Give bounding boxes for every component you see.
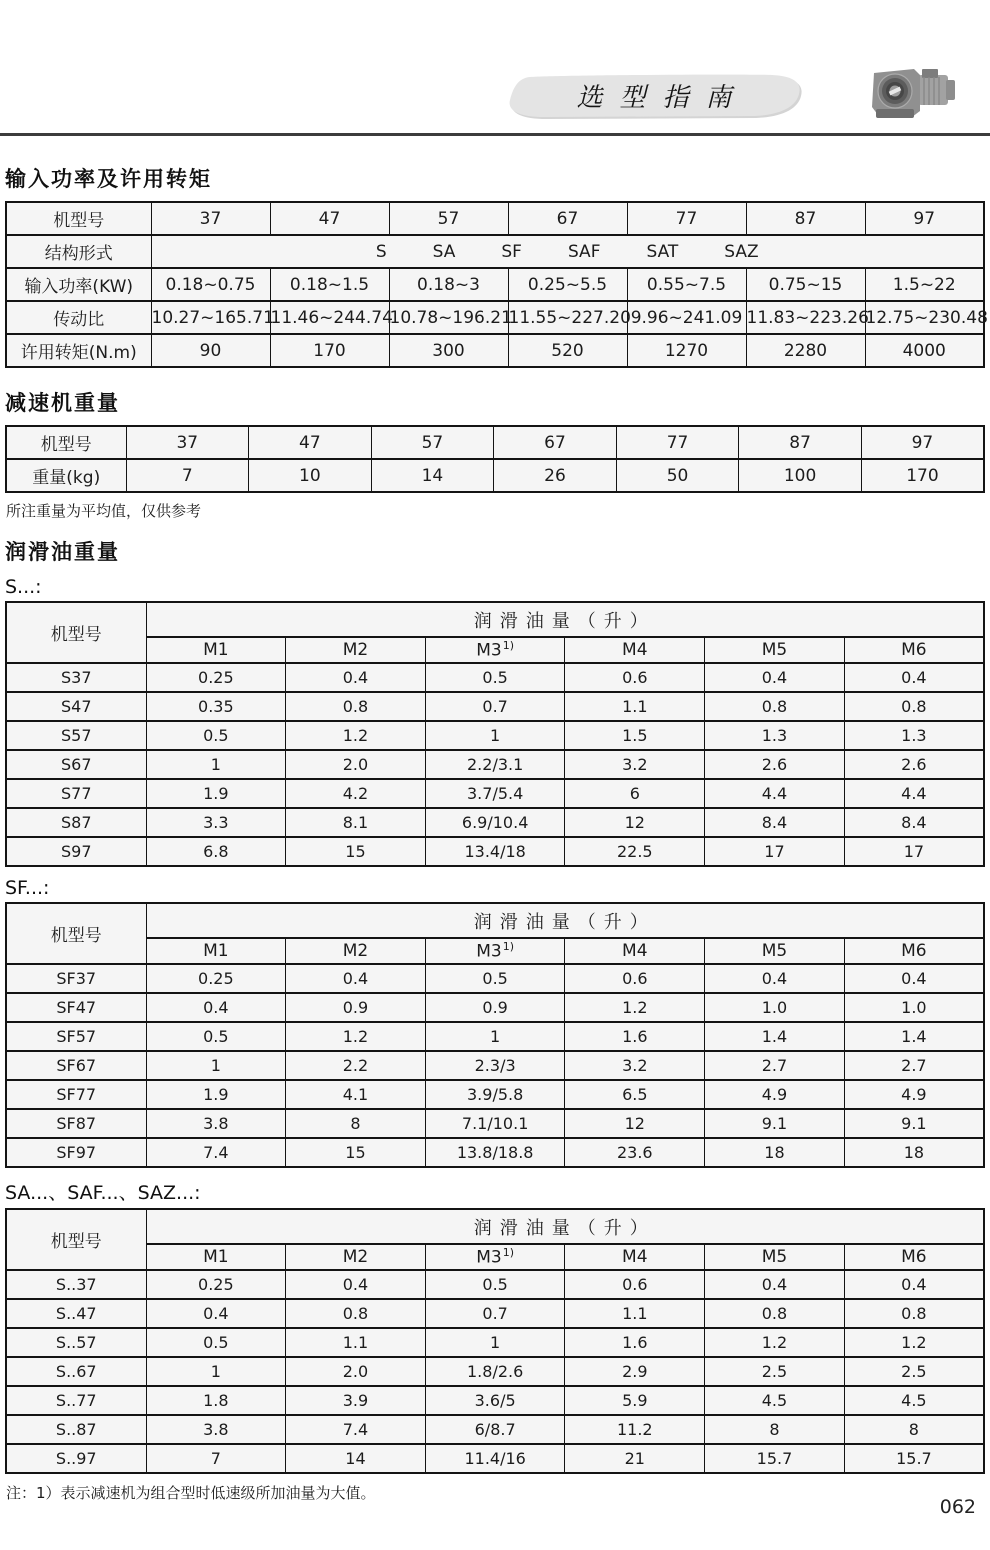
value-cell: 8.4 [705,808,845,837]
value-cell: 2.0 [286,750,426,779]
page-footnote: 注：1）表示减速机为组合型时低速级所加油量为大值。 [6,1484,376,1502]
value-cell: 22.5 [565,837,705,866]
value-cell: 0.7 [425,1299,565,1328]
value-cell: 1 [146,1357,286,1386]
value-cell: 0.8 [286,692,426,721]
structure-form: SAF [567,241,601,262]
value-cell: 1.1 [565,692,705,721]
footnote-marker: 1) [502,1246,515,1260]
value-cell: 1.6 [565,1328,705,1357]
value-cell: 1.6 [565,1022,705,1051]
model-row [6,426,984,459]
structure-forms-cell [151,235,984,268]
m-header-row [6,938,984,964]
value-cell: 300 [389,334,508,367]
model-cell: S87 [6,808,146,837]
model-cell: S..57 [6,1328,146,1357]
value-cell: 1.1 [565,1299,705,1328]
col-header-m5: M5 [705,1244,845,1270]
col-header-m1: M1 [146,1244,286,1270]
value-cell: 10 [249,459,372,492]
value-cell: 0.5 [146,721,286,750]
value-cell: 7 [126,459,249,492]
value-cell: 0.18~0.75 [151,268,270,301]
value-cell: 2.0 [286,1357,426,1386]
oil-data-row [6,1022,984,1051]
value-cell: 170 [861,459,984,492]
col-header-m5: M5 [705,938,845,964]
value-cell: 11.55~227.20 [508,301,627,334]
value-cell: 50 [616,459,739,492]
oil-data-row [6,663,984,692]
value-cell: 3.3 [146,808,286,837]
value-cell: 4.9 [844,1080,984,1109]
structure-form: SAZ [724,241,759,262]
value-cell: 17 [844,837,984,866]
value-cell: 0.7 [425,692,565,721]
model-cell: SF97 [6,1138,146,1167]
value-cell: 5.9 [565,1386,705,1415]
model-cell: 77 [616,426,739,459]
value-cell: 0.4 [844,663,984,692]
oil-data-row [6,750,984,779]
value-cell: 11.46~244.74 [270,301,389,334]
value-cell: 0.8 [705,692,845,721]
model-header: 机型号 [6,1209,146,1270]
lubricant-table-sa [5,1208,985,1474]
value-cell: 14 [286,1444,426,1473]
oil-data-row [6,1328,984,1357]
oil-data-row [6,1386,984,1415]
value-cell: 4000 [865,334,984,367]
model-cell: S37 [6,663,146,692]
value-cell: 2.2/3.1 [425,750,565,779]
value-cell: 0.5 [425,1270,565,1299]
value-cell: 7.4 [146,1138,286,1167]
model-cell: 87 [746,202,865,235]
row-label-structure: 结构形式 [6,235,151,268]
value-cell: 4.5 [844,1386,984,1415]
value-cell: 13.4/18 [425,837,565,866]
col-header-m2: M2 [286,637,426,663]
value-cell: 2.5 [705,1357,845,1386]
value-cell: 14 [371,459,494,492]
value-cell: 3.9/5.8 [425,1080,565,1109]
value-cell: 1.4 [705,1022,845,1051]
value-cell: 2.7 [844,1051,984,1080]
model-cell: SF77 [6,1080,146,1109]
value-cell: 0.5 [146,1022,286,1051]
m-header-row [6,1244,984,1270]
value-cell: 1.9 [146,1080,286,1109]
model-cell: SF67 [6,1051,146,1080]
section-title-power-torque: 输入功率及许用转矩 [5,167,212,191]
oil-data-row [6,721,984,750]
structure-form: SA [432,241,456,262]
value-cell: 3.8 [146,1109,286,1138]
model-cell: S77 [6,779,146,808]
col-header-m4: M4 [565,637,705,663]
value-cell: 1.8/2.6 [425,1357,565,1386]
model-header: 机型号 [6,903,146,964]
section-title-weight: 减速机重量 [5,391,120,415]
value-cell: 12 [565,1109,705,1138]
model-cell: 37 [126,426,249,459]
footnote-marker: 1) [502,639,515,653]
value-cell: 1.5 [565,721,705,750]
col-header-m3 [425,1244,565,1270]
value-cell: 3.9 [286,1386,426,1415]
value-cell: 0.6 [565,964,705,993]
model-cell: S..87 [6,1415,146,1444]
value-cell: 1.2 [286,1022,426,1051]
oil-data-row [6,1109,984,1138]
structure-form: SF [501,241,522,262]
value-cell: 6 [565,779,705,808]
value-cell: 0.75~15 [746,268,865,301]
value-cell: 4.9 [705,1080,845,1109]
header-divider [0,133,990,136]
col-header-m3 [425,938,565,964]
value-cell: 1.4 [844,1022,984,1051]
model-cell: 67 [508,202,627,235]
table-label-sf: SF...: [5,877,50,899]
value-cell: 1.0 [844,993,984,1022]
value-cell: 15 [286,1138,426,1167]
oil-quantity-header: 润滑油量（升） [146,1209,984,1244]
col-header-m1: M1 [146,637,286,663]
value-cell: 0.6 [565,1270,705,1299]
col-header-m6: M6 [844,637,984,663]
value-cell: 0.18~3 [389,268,508,301]
value-cell: 4.1 [286,1080,426,1109]
value-cell: 4.2 [286,779,426,808]
model-cell: S97 [6,837,146,866]
value-cell: 26 [494,459,617,492]
model-cell: S67 [6,750,146,779]
oil-data-row [6,1270,984,1299]
model-cell: S..67 [6,1357,146,1386]
value-cell: 23.6 [565,1138,705,1167]
weight-row [6,459,984,492]
oil-data-row [6,779,984,808]
value-cell: 0.25 [146,663,286,692]
value-cell: 7.1/10.1 [425,1109,565,1138]
value-cell: 0.4 [705,663,845,692]
value-cell: 21 [565,1444,705,1473]
value-cell: 6.9/10.4 [425,808,565,837]
footnote-marker: 1) [502,940,515,954]
value-cell: 11.4/16 [425,1444,565,1473]
value-cell: 12.75~230.48 [865,301,984,334]
lubricant-table-s [5,601,985,867]
value-cell: 1.1 [286,1328,426,1357]
model-cell: S57 [6,721,146,750]
value-cell: 0.9 [286,993,426,1022]
torque-row [6,334,984,367]
value-cell: 0.4 [286,964,426,993]
value-cell: 15 [286,837,426,866]
weight-note: 所注重量为平均值，仅供参考 [6,502,202,520]
model-cell: 97 [861,426,984,459]
value-cell: 1.9 [146,779,286,808]
value-cell: 10.27~165.71 [151,301,270,334]
value-cell: 0.4 [705,964,845,993]
value-cell: 4.5 [705,1386,845,1415]
col-header-m4: M4 [565,938,705,964]
model-cell: 57 [389,202,508,235]
value-cell: 1.2 [705,1328,845,1357]
page-header [0,0,990,138]
value-cell: 0.55~7.5 [627,268,746,301]
value-cell: 8 [844,1415,984,1444]
weight-table [5,425,985,493]
model-cell: 97 [865,202,984,235]
value-cell: 1 [146,1051,286,1080]
value-cell: 520 [508,334,627,367]
model-row [6,202,984,235]
oil-data-row [6,993,984,1022]
value-cell: 0.6 [565,663,705,692]
value-cell: 0.25 [146,964,286,993]
value-cell: 6/8.7 [425,1415,565,1444]
col-header-m2: M2 [286,938,426,964]
value-cell: 0.4 [146,1299,286,1328]
row-label-weight: 重量(kg) [6,459,126,492]
lubricant-table-sf [5,902,985,1168]
oil-data-row [6,808,984,837]
group-header-row [6,602,984,637]
col-header-m4: M4 [565,1244,705,1270]
oil-data-row [6,1415,984,1444]
model-cell: 47 [270,202,389,235]
m-header-row [6,637,984,663]
value-cell: 9.1 [844,1109,984,1138]
value-cell: 1.8 [146,1386,286,1415]
value-cell: 1.2 [565,993,705,1022]
value-cell: 1 [425,721,565,750]
value-cell: 2.6 [844,750,984,779]
model-cell: 77 [627,202,746,235]
model-cell: 57 [371,426,494,459]
oil-data-row [6,1051,984,1080]
value-cell: 13.8/18.8 [425,1138,565,1167]
oil-data-row [6,837,984,866]
input-power-row [6,268,984,301]
value-cell: 0.8 [844,1299,984,1328]
value-cell: 0.8 [844,692,984,721]
value-cell: 1.3 [844,721,984,750]
value-cell: 8.4 [844,808,984,837]
value-cell: 100 [739,459,862,492]
row-label-model: 机型号 [6,426,126,459]
value-cell: 0.35 [146,692,286,721]
model-cell: 67 [494,426,617,459]
page-title: 选型指南 [576,82,749,113]
oil-quantity-header: 润滑油量（升） [146,602,984,637]
col-header-m3-label: M3 [476,941,502,962]
value-cell: 1.3 [705,721,845,750]
model-cell: S47 [6,692,146,721]
value-cell: 2.3/3 [425,1051,565,1080]
row-label-ratio: 传动比 [6,301,151,334]
value-cell: 0.4 [844,964,984,993]
value-cell: 1 [146,750,286,779]
oil-data-row [6,692,984,721]
table-label-s: S...: [5,576,42,598]
value-cell: 4.4 [705,779,845,808]
value-cell: 2280 [746,334,865,367]
value-cell: 2.9 [565,1357,705,1386]
col-header-m1: M1 [146,938,286,964]
value-cell: 4.4 [844,779,984,808]
value-cell: 0.8 [705,1299,845,1328]
value-cell: 0.8 [286,1299,426,1328]
value-cell: 2.5 [844,1357,984,1386]
value-cell: 2.6 [705,750,845,779]
value-cell: 0.5 [425,663,565,692]
power-torque-table [5,201,988,368]
value-cell: 9.96~241.09 [627,301,746,334]
col-header-m6: M6 [844,938,984,964]
oil-data-row [6,1444,984,1473]
group-header-row [6,903,984,938]
table-label-sa: SA...、SAF...、SAZ...: [5,1182,201,1204]
value-cell: 3.8 [146,1415,286,1444]
value-cell: 8 [705,1415,845,1444]
col-header-m5: M5 [705,637,845,663]
row-label-torque: 许用转矩(N.m) [6,334,151,367]
row-label-model: 机型号 [6,202,151,235]
value-cell: 1 [425,1022,565,1051]
group-header-row [6,1209,984,1244]
col-header-m6: M6 [844,1244,984,1270]
model-cell: SF37 [6,964,146,993]
value-cell: 1.2 [844,1328,984,1357]
oil-quantity-header: 润滑油量（升） [146,903,984,938]
value-cell: 0.4 [705,1270,845,1299]
oil-data-row [6,1299,984,1328]
model-cell: 47 [249,426,372,459]
value-cell: 0.9 [425,993,565,1022]
model-cell: SF87 [6,1109,146,1138]
model-cell: SF47 [6,993,146,1022]
value-cell: 0.5 [146,1328,286,1357]
value-cell: 1.0 [705,993,845,1022]
value-cell: 0.25 [146,1270,286,1299]
page-number: 062 [939,1496,976,1518]
value-cell: 6.8 [146,837,286,866]
value-cell: 1270 [627,334,746,367]
value-cell: 8 [286,1109,426,1138]
row-label-input-power: 输入功率(KW) [6,268,151,301]
value-cell: 11.2 [565,1415,705,1444]
value-cell: 18 [844,1138,984,1167]
model-cell: S..97 [6,1444,146,1473]
value-cell: 0.4 [844,1270,984,1299]
model-cell: S..37 [6,1270,146,1299]
value-cell: 1.5~22 [865,268,984,301]
col-header-m3 [425,637,565,663]
value-cell: 170 [270,334,389,367]
model-cell: S..47 [6,1299,146,1328]
value-cell: 7 [146,1444,286,1473]
value-cell: 0.4 [146,993,286,1022]
structure-form: SAT [646,241,679,262]
col-header-m2: M2 [286,1244,426,1270]
value-cell: 1.2 [286,721,426,750]
value-cell: 12 [565,808,705,837]
value-cell: 18 [705,1138,845,1167]
value-cell: 11.83~223.26 [746,301,865,334]
oil-data-row [6,1080,984,1109]
value-cell: 8.1 [286,808,426,837]
model-header: 机型号 [6,602,146,663]
structure-form: S [375,241,387,262]
value-cell: 3.6/5 [425,1386,565,1415]
col-header-m3-label: M3 [476,1247,502,1268]
structure-row [6,235,984,268]
value-cell: 0.5 [425,964,565,993]
col-header-m3-label: M3 [476,640,502,661]
value-cell: 7.4 [286,1415,426,1444]
value-cell: 3.2 [565,1051,705,1080]
oil-data-row [6,1357,984,1386]
value-cell: 3.2 [565,750,705,779]
model-cell: S..77 [6,1386,146,1415]
ratio-row [6,301,984,334]
gearmotor-image [868,60,960,126]
value-cell: 0.4 [286,1270,426,1299]
value-cell: 2.7 [705,1051,845,1080]
value-cell: 90 [151,334,270,367]
value-cell: 17 [705,837,845,866]
value-cell: 3.7/5.4 [425,779,565,808]
oil-data-row [6,1138,984,1167]
section-title-lubricant: 润滑油重量 [5,540,120,564]
value-cell: 0.18~1.5 [270,268,389,301]
value-cell: 10.78~196.21 [389,301,508,334]
value-cell: 0.25~5.5 [508,268,627,301]
value-cell: 0.4 [286,663,426,692]
value-cell: 1 [425,1328,565,1357]
model-cell: SF57 [6,1022,146,1051]
value-cell: 2.2 [286,1051,426,1080]
model-cell: 37 [151,202,270,235]
value-cell: 6.5 [565,1080,705,1109]
value-cell: 15.7 [705,1444,845,1473]
value-cell: 15.7 [844,1444,984,1473]
value-cell: 9.1 [705,1109,845,1138]
model-cell: 87 [739,426,862,459]
oil-data-row [6,964,984,993]
